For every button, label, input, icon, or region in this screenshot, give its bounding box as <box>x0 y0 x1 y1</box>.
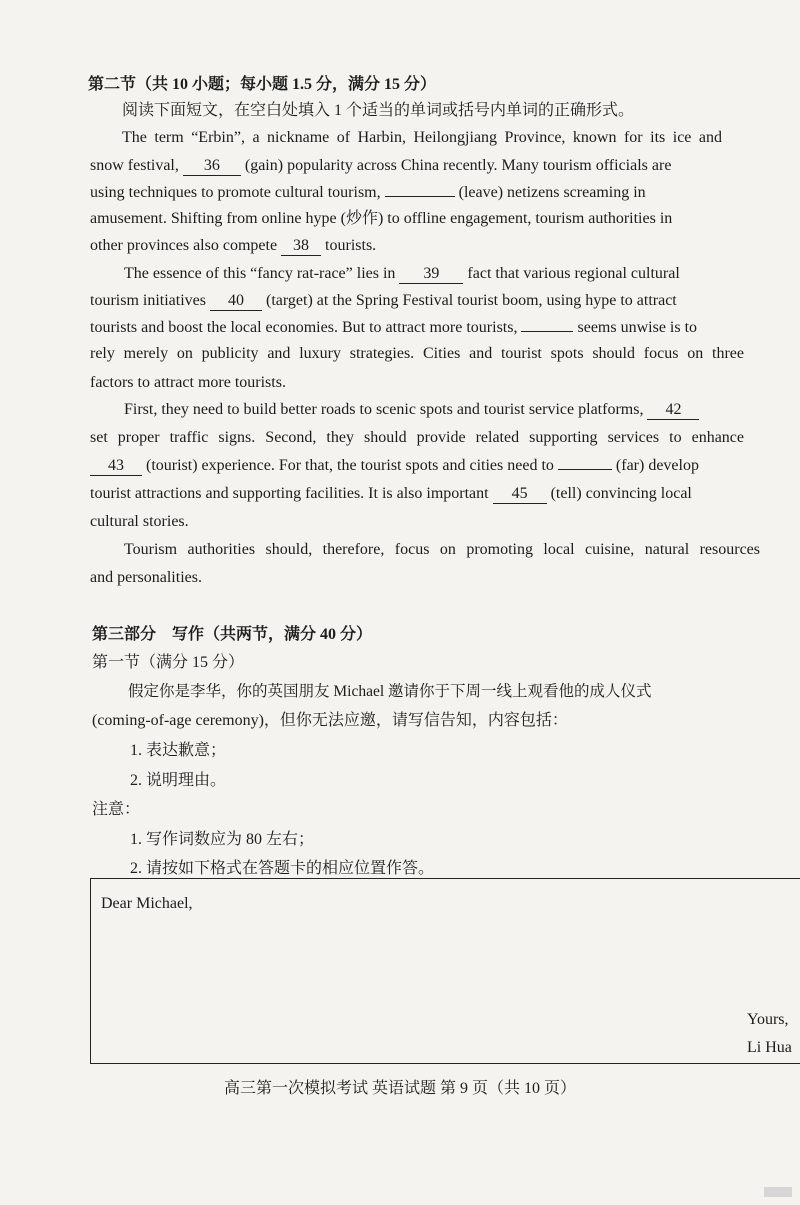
p2-line3-text-a: tourists and boost the local economies. But to attract more tourists, <box>90 319 518 336</box>
p1-line3-text-a: using techniques to promote cultural tourism, <box>90 184 381 201</box>
p3-line3-text-b: (far) develop <box>615 457 699 474</box>
blank-42: 42 <box>647 401 699 420</box>
letter-format-box <box>90 878 800 1064</box>
p3-line4 <box>90 483 692 505</box>
p2-line5: factors to attract more tourists. <box>90 374 286 391</box>
p2-line3 <box>90 317 697 339</box>
content-item-2: 2. 说明理由。 <box>130 772 227 789</box>
page-footer: 高三第一次模拟考试 英语试题 第 9 页（共 10 页） <box>223 1080 576 1097</box>
note-1: 1. 写作词数应为 80 左右； <box>130 831 315 848</box>
p3-line1-text-a: First, they need to build better roads to scenic spots and tourist service platforms, <box>124 401 644 418</box>
p2-line2-text-b: (target) at the Spring Festival tourist boom, using hype to attract <box>266 292 677 309</box>
section2-instruction: 阅读下面短文，在空白处填入 1 个适当的单词或括号内单词的正确形式。 <box>122 102 635 119</box>
p2-line2-text-a: tourism initiatives <box>90 292 206 309</box>
p1-line5-text-b: tourists. <box>325 237 377 254</box>
p3-line1 <box>124 399 699 421</box>
blank-44 <box>558 469 612 470</box>
p1-line1: The term “Erbin”, a nickname of Harbin, Heilongjiang Province, known for its ice and <box>122 129 722 146</box>
part3-heading: 第三部分 写作（共两节，满分 40 分） <box>92 626 373 643</box>
blank-36: 36 <box>183 157 241 176</box>
p1-line5-text-a: other provinces also compete <box>90 237 278 254</box>
p1-line2-text-b: (gain) popularity across China recently. Many tourism officials are <box>244 157 672 174</box>
p1-line3-text-b: (leave) netizens screaming in <box>458 184 646 201</box>
blank-45: 45 <box>493 485 547 504</box>
p1-line3 <box>90 182 646 204</box>
blank-39: 39 <box>399 265 463 284</box>
p3-line3 <box>90 455 699 477</box>
watermark-logo <box>764 1187 792 1197</box>
p2-line3-text-b: seems unwise is to <box>577 319 698 336</box>
note-label: 注意： <box>92 801 141 818</box>
p4-line1: Tourism authorities should, therefore, focus on promoting local cuisine, natural resources <box>124 541 760 558</box>
p2-line1-text-b: fact that various regional cultural <box>467 265 680 282</box>
blank-41 <box>521 331 573 332</box>
p3-line3-text-a: (tourist) experience. For that, the tourist spots and cities need to <box>146 457 554 474</box>
p3-line2: set proper traffic signs. Second, they should provide related supporting services to enhance <box>90 429 744 446</box>
p3-line5: cultural stories. <box>90 513 189 530</box>
blank-37 <box>385 196 455 197</box>
p3-line4-text-a: tourist attractions and supporting facilities. It is also important <box>90 485 489 502</box>
p3-line4-text-b: (tell) convincing local <box>550 485 692 502</box>
p2-line1-text-a: The essence of this “fancy rat-race” lies in <box>124 265 396 282</box>
prompt-line1: 假定你是李华，你的英国朋友 Michael 邀请你于下周一线上观看他的成人仪式 <box>128 683 652 700</box>
letter-closing: Yours, <box>747 1011 789 1028</box>
prompt-line2: (coming-of-age ceremony)，但你无法应邀，请写信告知，内容包括： <box>92 712 568 729</box>
p1-line2-text-a: snow festival, <box>90 157 179 174</box>
content-item-1: 1. 表达歉意； <box>130 742 227 759</box>
part3-section1: 第一节（满分 15 分） <box>92 654 245 671</box>
blank-38: 38 <box>281 237 321 256</box>
letter-greeting: Dear Michael, <box>101 895 193 912</box>
p2-line2 <box>90 290 677 312</box>
letter-signature: Li Hua <box>747 1039 792 1056</box>
p2-line1 <box>124 263 680 285</box>
blank-43: 43 <box>90 457 142 476</box>
blank-40: 40 <box>210 292 262 311</box>
p4-line2: and personalities. <box>90 569 202 586</box>
p2-line4: rely merely on publicity and luxury strategies. Cities and tourist spots should focus on three <box>90 345 744 362</box>
p1-line5 <box>90 235 376 257</box>
section2-heading: 第二节（共 10 小题；每小题 1.5 分，满分 15 分） <box>88 76 437 93</box>
note-2: 2. 请按如下格式在答题卡的相应位置作答。 <box>130 860 435 877</box>
p1-line4: amusement. Shifting from online hype (炒作) to offline engagement, tourism authorities in <box>90 210 673 227</box>
p1-line2 <box>90 155 671 177</box>
